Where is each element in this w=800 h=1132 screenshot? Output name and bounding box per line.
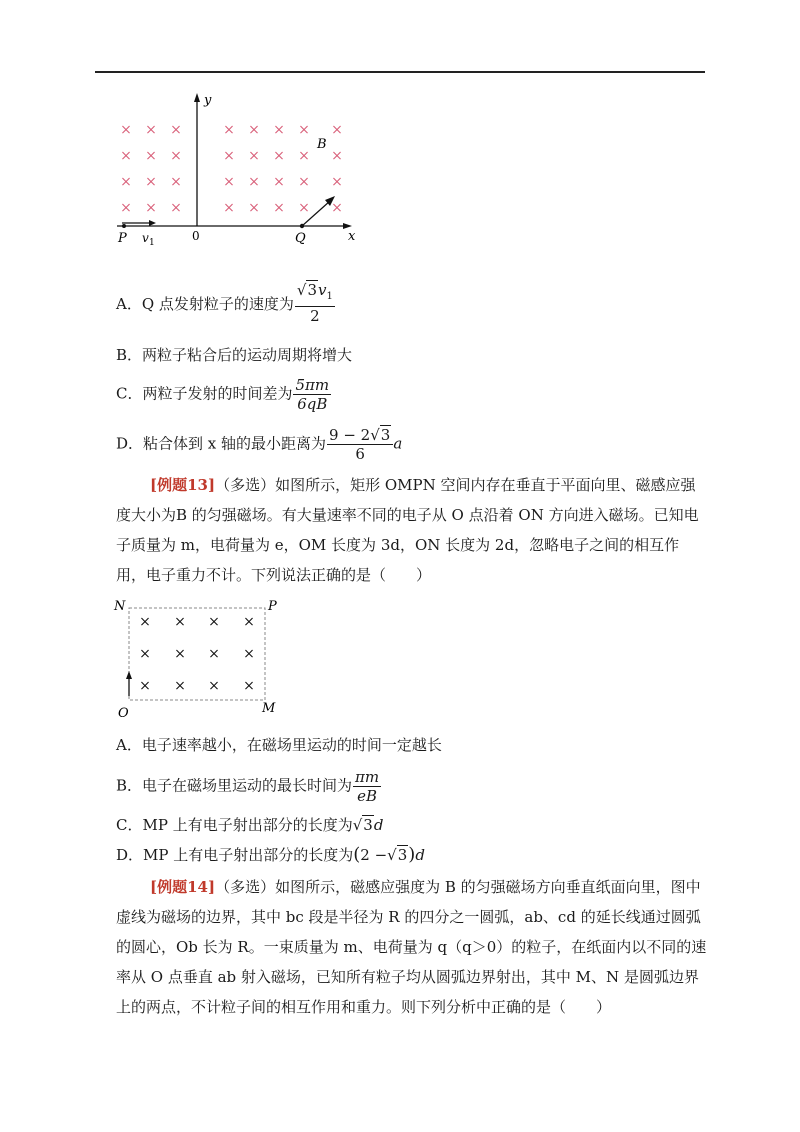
field-cross-2-4: ×: [248, 174, 260, 190]
field-cross-3-5: ×: [273, 200, 285, 216]
label-p2: P: [268, 599, 277, 614]
field-cross-2-0-0: ×: [139, 614, 151, 630]
field-cross-0-3: ×: [223, 122, 235, 138]
label-m: M: [262, 701, 276, 716]
field-cross-3-1: ×: [145, 200, 157, 216]
label-n: N: [114, 599, 126, 614]
label-q: Q: [295, 231, 306, 246]
example-14-tag: [例题14]: [150, 878, 216, 896]
field-cross-3-0: ×: [120, 200, 132, 216]
cross-grid-2: [139, 614, 255, 694]
field-cross-2-2: ×: [170, 174, 182, 190]
field-cross-3-4: ×: [248, 200, 260, 216]
point-p: [122, 224, 126, 228]
option-a-q13: A．电子速率越小，在磁场里运动的时间一定越长: [116, 736, 442, 754]
field-cross-2-1-0: ×: [139, 646, 151, 662]
field-cross-2-2-3: ×: [243, 678, 255, 694]
field-cross-2-2-1: ×: [174, 678, 186, 694]
example-13-tag: [例题13]: [150, 476, 216, 494]
field-cross-3-7: ×: [331, 200, 343, 216]
field-cross-2-1-1: ×: [174, 646, 186, 662]
field-cross-2-7: ×: [331, 174, 343, 190]
label-b: B: [317, 137, 327, 152]
field-cross-2-0: ×: [120, 174, 132, 190]
field-cross-2-6: ×: [298, 174, 310, 190]
field-cross-2-1-2: ×: [208, 646, 220, 662]
field-cross-0-5: ×: [273, 122, 285, 138]
label-p: P: [118, 231, 127, 246]
field-cross-0-4: ×: [248, 122, 260, 138]
y-axis-arrow: [194, 93, 200, 102]
field-cross-1-0: ×: [120, 148, 132, 164]
field-cross-2-0-3: ×: [243, 614, 255, 630]
figure-magnetic-field-xy: [112, 88, 372, 248]
field-cross-1-1: ×: [145, 148, 157, 164]
electron-arrow-head: [126, 671, 132, 679]
field-cross-0-1: ×: [145, 122, 157, 138]
option-c-q13: C．MP 上有电子射出部分的长度为√3d: [116, 816, 384, 834]
field-cross-2-2-0: ×: [139, 678, 151, 694]
option-d-q13: D．MP 上有电子射出部分的长度为(2 −√3)d: [116, 844, 425, 865]
field-cross-0-0: ×: [120, 122, 132, 138]
label-v: v: [142, 231, 149, 245]
field-cross-0-7: ×: [331, 122, 343, 138]
field-cross-1-2: ×: [170, 148, 182, 164]
label-o2: O: [118, 706, 129, 721]
cross-grid: [120, 122, 343, 216]
field-cross-1-6: ×: [298, 148, 310, 164]
field-cross-2-3: ×: [223, 174, 235, 190]
field-cross-1-3: ×: [223, 148, 235, 164]
field-cross-3-3: ×: [223, 200, 235, 216]
option-a-q12: A．Q 点发射粒子的速度为 $\frac{√3v_1}{2}$: [116, 281, 333, 325]
field-cross-1-4: ×: [248, 148, 260, 164]
option-b-q13: B．电子在磁场里运动的最长时间为 $\frac{\pi m}{eB}$: [116, 768, 380, 805]
option-d-q12: D．粘合体到 x 轴的最小距离为 $\frac{9 - 2√3}{6}$ a: [116, 426, 403, 463]
field-cross-3-6: ×: [298, 200, 310, 216]
label-origin: 0: [192, 229, 200, 243]
field-cross-2-0-2: ×: [208, 614, 220, 630]
figure-rectangle-field: [112, 596, 292, 721]
field-cross-1-5: ×: [273, 148, 285, 164]
field-cross-2-2-2: ×: [208, 678, 220, 694]
field-cross-1-7: ×: [331, 148, 343, 164]
label-v-sub: 1: [149, 238, 155, 248]
example-14-text: [例题14]（多选）如图所示，磁感应强度为 B 的匀强磁场方向垂直纸面向里，图中虚线为磁场的边界，其中 bc 段是半径为 R 的四分之一圆弧，ab、cd 的延长线通过圆弧的圆心，Ob 长为 R。一束质量为 m、电荷量为 q（q＞0）的粒子，在纸面内以不同的速率从 O 点垂直 ab 射入磁场，已知所有粒子均从圆弧边界射出，其中 M、N 是圆弧边界上的两点，不计粒子间的相互作用和重力。则下列分析中正确的是（ ）: [116, 878, 707, 1016]
field-cross-2-0-1: ×: [174, 614, 186, 630]
example-13-text: [例题13]（多选）如图所示，矩形 OMPN 空间内存在垂直于平面向里、磁感应强度大小为B 的匀强磁场。有大量速率不同的电子从 O 点沿着 ON 方向进入磁场。已知电子质量为 m，电荷量为 e，OM 长度为 3d，ON 长度为 2d，忽略电子之间的相互作用，电子重力不计。下列说法正确的是（ ）: [116, 476, 699, 584]
field-cross-3-2: ×: [170, 200, 182, 216]
label-y: y: [204, 93, 212, 108]
field-cross-0-2: ×: [170, 122, 182, 138]
field-cross-2-1: ×: [145, 174, 157, 190]
field-cross-2-5: ×: [273, 174, 285, 190]
header-rule: [95, 71, 705, 73]
field-cross-2-1-3: ×: [243, 646, 255, 662]
option-c-q12: C．两粒子发射的时间差为 $\frac{5\pi m}{6qB}$: [116, 376, 330, 413]
field-cross-0-6: ×: [298, 122, 310, 138]
v1-arrow-head: [149, 220, 156, 226]
label-x: x: [348, 229, 356, 244]
option-b-q12: B．两粒子粘合后的运动周期将增大: [116, 346, 353, 364]
